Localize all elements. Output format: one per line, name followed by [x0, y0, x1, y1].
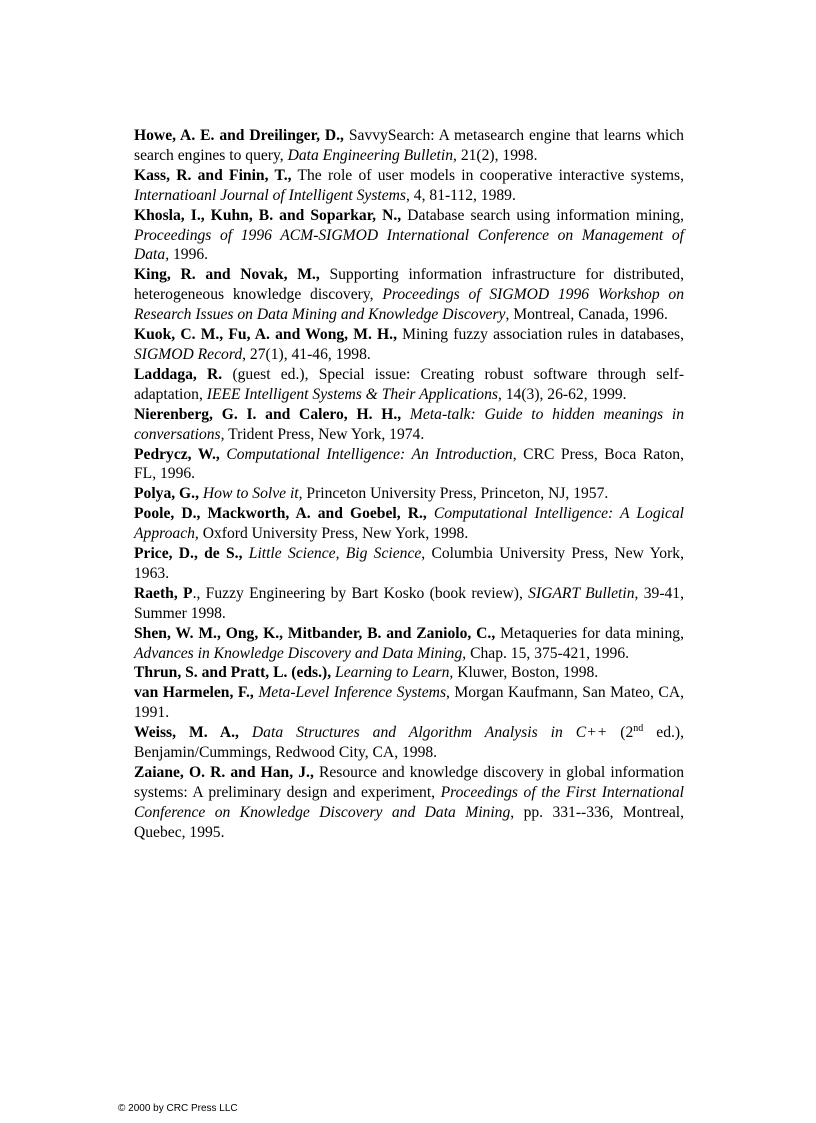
reference-entry: Shen, W. M., Ong, K., Mitbander, B. and Zaniolo, C., Metaqueries for data mining, Advances in Knowledge Discovery and Data Mining, Chap. 15, 375-421, 1996.: [134, 624, 684, 662]
reference-entry: Poole, D., Mackworth, A. and Goebel, R., Computational Intelligence: A Logical Approach, Oxford University Press, New York, 1998.: [134, 505, 684, 543]
reference-author: Poole, D., Mackworth, A. and Goebel, R.,: [134, 505, 427, 523]
reference-source: Proceedings of SIGMOD 1996 Workshop on Research Issues on Data Mining and Knowledge Discovery: [134, 286, 685, 324]
reference-author: Khosla, I., Kuhn, B. and Soparkar, N.,: [134, 206, 402, 224]
reference-author: Thrun, S. and Pratt, L. (eds.),: [134, 664, 332, 682]
reference-entry: Pedrycz, W., Computational Intelligence: An Introduction, CRC Press, Boca Raton, FL, 1996.: [134, 445, 684, 483]
reference-author: Price, D., de S.,: [134, 545, 243, 563]
reference-entry: Khosla, I., Kuhn, B. and Soparkar, N., Database search using information mining, Proceedings of 1996 ACM-SIGMOD International Conference on Management of Data, 1996.: [134, 206, 684, 264]
reference-entry: Kass, R. and Finin, T., The role of user models in cooperative interactive systems, Internatioanl Journal of Intelligent Systems, 4, 81-112, 1989.: [134, 166, 684, 204]
reference-entry: Howe, A. E. and Dreilinger, D., SavvySearch: A metasearch engine that learns which search engines to query, Data Engineering Bulletin, 21(2), 1998.: [134, 127, 684, 164]
reference-source: Meta-Level Inference Systems: [258, 684, 447, 702]
reference-author: Howe, A. E. and Dreilinger, D.,: [134, 127, 344, 144]
reference-entry: van Harmelen, F., Meta-Level Inference Systems, Morgan Kaufmann, San Mateo, CA, 1991.: [134, 684, 684, 722]
reference-source: SIGMOD Record: [134, 345, 243, 363]
reference-author: King, R. and Novak, M.,: [134, 266, 320, 284]
reference-author: Weiss, M. A.,: [134, 724, 239, 742]
copyright-footer: © 2000 by CRC Press LLC: [118, 1103, 238, 1114]
reference-source: Advances in Knowledge Discovery and Data Mining: [134, 644, 463, 662]
reference-author: Polya, G.,: [134, 485, 199, 503]
reference-source: IEEE Intelligent Systems & Their Applications: [206, 385, 498, 403]
superscript: nd: [633, 723, 644, 734]
reference-entry: Thrun, S. and Pratt, L. (eds.), Learning to Learn, Kluwer, Boston, 1998.: [134, 664, 599, 682]
reference-source: How to Solve it,: [202, 485, 303, 503]
reference-source: Little Science, Big Science: [248, 545, 422, 563]
reference-source: Proceedings of 1996 ACM-SIGMOD International Conference on Management of Data,: [134, 226, 684, 264]
reference-author: Nierenberg, G. I. and Calero, H. H.,: [134, 405, 402, 423]
reference-author: Laddaga, R.: [134, 365, 223, 383]
reference-source: Data Engineering Bulletin: [287, 146, 454, 164]
reference-source: Data Structures and Algorithm Analysis in C++: [251, 724, 608, 742]
reference-entry: Polya, G., How to Solve it, Princeton University Press, Princeton, NJ, 1957.: [134, 485, 609, 503]
reference-author: van Harmelen, F.,: [134, 684, 254, 702]
reference-entry: Weiss, M. A., Data Structures and Algorithm Analysis in C++ (2nd ed.), Benjamin/Cummings, Redwood City, CA, 1998.: [134, 723, 685, 762]
reference-entry: Price, D., de S., Little Science, Big Science, Columbia University Press, New York, 1963.: [134, 545, 684, 582]
reference-author: Kass, R. and Finin, T.,: [134, 166, 292, 184]
reference-source: Proceedings of the First International Conference on Knowledge Discovery and Data Mining: [134, 783, 684, 821]
reference-list: [134, 126, 684, 843]
reference-author: Raeth, P: [134, 584, 193, 602]
reference-entry: Zaiane, O. R. and Han, J., Resource and knowledge discovery in global information systems: A preliminary design and experiment, Proceedings of the First International Conference on Knowledge Discovery and Data Mining, pp. 331--336, Montreal, Quebec, 1995.: [134, 764, 684, 841]
reference-source: SIGART Bulletin: [528, 584, 635, 602]
reference-entry: Kuok, C. M., Fu, A. and Wong, M. H., Mining fuzzy association rules in databases, SIGMOD Record, 27(1), 41-46, 1998.: [134, 326, 684, 363]
reference-source: Internatioanl Journal of Intelligent Systems: [134, 186, 406, 204]
reference-entry: Laddaga, R. (guest ed.), Special issue: Creating robust software through self-adaptation, IEEE Intelligent Systems & Their Applications, 14(3), 26-62, 1999.: [134, 365, 685, 403]
reference-source: Computational Intelligence: A Logical Approach: [134, 505, 684, 543]
reference-source: Computational Intelligence: An Introduction: [226, 445, 513, 463]
reference-entry: King, R. and Novak, M., Supporting information infrastructure for distributed, heterogeneous knowledge discovery, Proceedings of SIGMOD 1996 Workshop on Research Issues on Data Mining and Knowledge Discovery, Montreal, Canada, 1996.: [134, 266, 685, 324]
reference-entry: Nierenberg, G. I. and Calero, H. H., Meta-talk: Guide to hidden meanings in conversations, Trident Press, New York, 1974.: [134, 405, 684, 443]
reference-entry: Raeth, P., Fuzzy Engineering by Bart Kosko (book review), SIGART Bulletin, 39-41, Summer 1998.: [134, 584, 685, 622]
reference-source: Meta-talk: Guide to hidden meanings in conversations,: [134, 405, 684, 443]
reference-author: Shen, W. M., Ong, K., Mitbander, B. and Zaniolo, C.,: [134, 624, 496, 642]
reference-author: Pedrycz, W.,: [134, 445, 220, 463]
reference-author: Zaiane, O. R. and Han, J.,: [134, 764, 314, 781]
reference-author: Kuok, C. M., Fu, A. and Wong, M. H.,: [134, 326, 397, 344]
reference-source: Learning to Learn,: [335, 664, 454, 682]
